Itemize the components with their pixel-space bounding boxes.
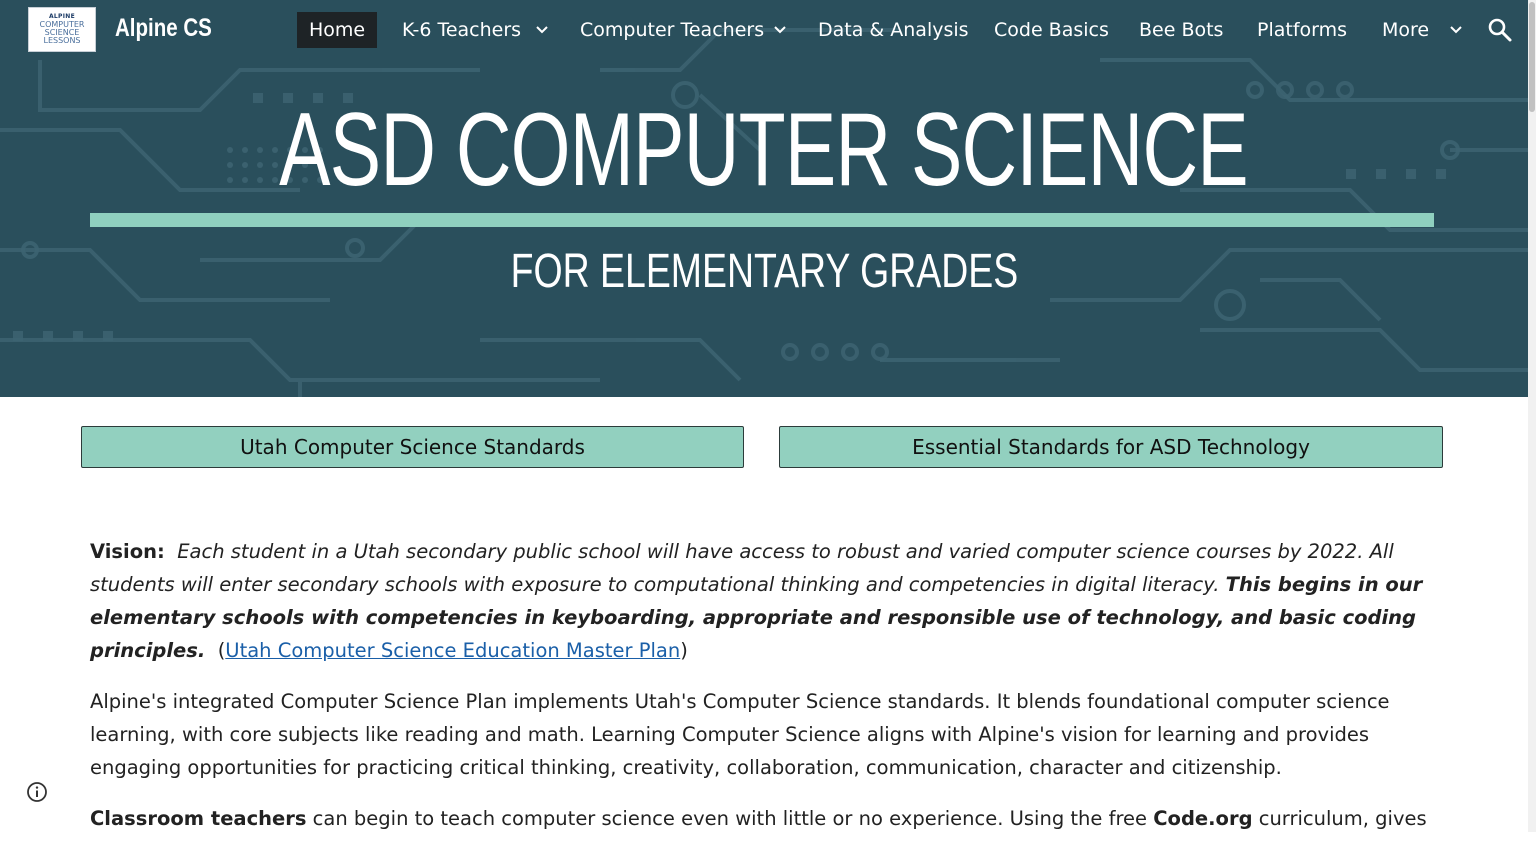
logo-text-line3: SCIENCE bbox=[44, 28, 80, 37]
top-navigation bbox=[0, 0, 1528, 62]
vision-statement: Each student in a Utah secondary public school will have access to robust and varied computer science courses by 2022. All students will enter secondary schools with exposure to computational thinking and competencies in digital literacy. bbox=[90, 540, 1394, 596]
classroom-teachers-paragraph bbox=[90, 802, 1440, 835]
hero-title-text: ASD COMPUTER SCIENCE bbox=[279, 92, 1249, 208]
logo-text-line2: COMPUTER bbox=[39, 20, 85, 29]
chevron-down-icon[interactable] bbox=[1448, 22, 1464, 38]
utah-cs-standards-button[interactable]: Utah Computer Science Standards bbox=[81, 426, 744, 468]
site-logo[interactable] bbox=[28, 7, 96, 52]
nav-item-home[interactable]: Home bbox=[297, 12, 377, 48]
chevron-down-icon[interactable] bbox=[772, 22, 788, 38]
hero-subtitle bbox=[0, 246, 1528, 299]
logo-text-line4: LESSONS bbox=[43, 36, 81, 45]
code-org-label: Code.org bbox=[1153, 807, 1253, 830]
search-icon[interactable] bbox=[1486, 16, 1514, 44]
info-icon[interactable] bbox=[26, 781, 48, 803]
close-paren: ) bbox=[680, 639, 688, 662]
hero-subtitle-text: FOR ELEMENTARY GRADES bbox=[510, 245, 1018, 298]
nav-item-bee-bots[interactable]: Bee Bots bbox=[1139, 19, 1224, 41]
vision-paragraph bbox=[90, 535, 1440, 667]
integrated-plan-paragraph: Alpine's integrated Computer Science Plan implements Utah's Computer Science standards. It blends foundational computer science learning, with core subjects like reading and math. Learning Computer Science aligns with Alpine's vision for learning and provides engaging opportunities for practicing critical thinking, creativity, collaboration, communication, character and citizenship. bbox=[90, 690, 1390, 779]
logo-text-line1: ALPINE bbox=[48, 13, 76, 20]
open-paren: ( bbox=[217, 639, 226, 662]
master-plan-link[interactable]: Utah Computer Science Education Master Plan bbox=[225, 639, 681, 662]
vision-label: Vision: bbox=[90, 540, 165, 563]
para3-text-1: can begin to teach computer science even with little or no experience. Using the free bbox=[306, 807, 1154, 830]
classroom-teachers-label: Classroom teachers bbox=[90, 807, 307, 830]
para3-text-2: curriculum, gives bbox=[1252, 807, 1427, 830]
hero-divider-bar bbox=[90, 213, 1434, 227]
vision-emphasis: This begins in our elementary schools with competencies in keyboarding, appropriate and responsible use of technology, and basic coding principles. bbox=[90, 573, 1423, 662]
page-scrollbar[interactable] bbox=[1528, 0, 1536, 832]
chevron-down-icon[interactable] bbox=[534, 22, 550, 38]
nav-item-code-basics[interactable]: Code Basics bbox=[994, 19, 1109, 41]
nav-item-more[interactable]: More bbox=[1382, 19, 1430, 41]
nav-item-data-analysis[interactable]: Data & Analysis bbox=[818, 19, 969, 41]
nav-item-k6-teachers[interactable]: K-6 Teachers bbox=[402, 19, 522, 41]
nav-item-computer-teachers[interactable]: Computer Teachers bbox=[580, 19, 765, 41]
hero-title bbox=[0, 93, 1528, 207]
essential-standards-button[interactable]: Essential Standards for ASD Technology bbox=[779, 426, 1443, 468]
nav-item-platforms[interactable]: Platforms bbox=[1257, 19, 1348, 41]
scrollbar-thumb[interactable] bbox=[1529, 2, 1535, 112]
main-content bbox=[90, 535, 1440, 853]
site-title[interactable]: Alpine CS bbox=[115, 14, 212, 42]
